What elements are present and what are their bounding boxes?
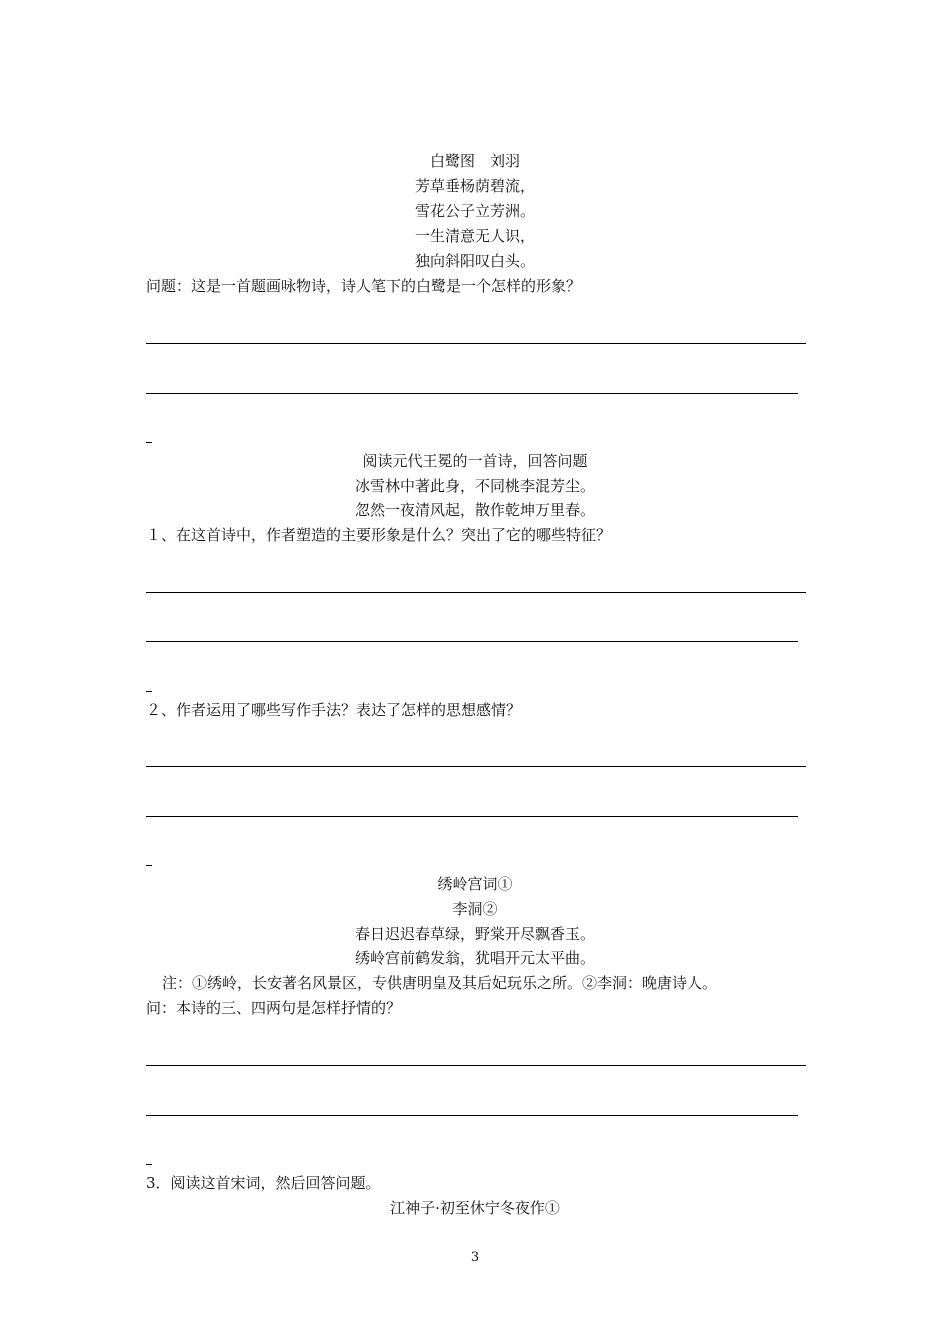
section3-instruction: 3．阅读这首宋词，然后回答问题。: [146, 1174, 381, 1192]
answer-line: [146, 816, 798, 817]
section3-poem-title: 江神子·初至休宁冬夜作①: [390, 1199, 560, 1217]
poem2-line-1: 冰雪林中著此身，不同桃李混芳尘。: [354, 477, 595, 495]
answer-line: [146, 393, 798, 394]
answer-line: [146, 343, 806, 344]
answer-line-end: [146, 691, 152, 692]
poem3-line-1: 春日迟迟春草绿，野棠开尽飘香玉。: [354, 925, 595, 943]
poem2-line-2: 忽然一夜清风起，散作乾坤万里春。: [354, 501, 595, 519]
poem1-line-4: 独向斜阳叹白头。: [414, 252, 535, 270]
poem3-line-2: 绣岭宫前鹤发翁，犹唱开元太平曲。: [354, 949, 595, 967]
poem2-intro: 阅读元代王冕的一首诗，回答问题: [362, 452, 588, 470]
poem2-question-2: ２、作者运用了哪些写作手法？表达了怎样的思想感情？: [146, 701, 522, 719]
poem3-note: 注：①绣岭，长安著名风景区，专供唐明皇及其后妃玩乐之所。②李洞：晚唐诗人。: [162, 974, 718, 992]
poem1-line-3: 一生清意无人识，: [414, 227, 535, 245]
poem3-title: 绣岭宫词①: [437, 875, 513, 893]
poem3-author: 李洞②: [452, 900, 498, 918]
answer-line: [146, 592, 806, 593]
answer-line-end: [146, 1164, 152, 1165]
poem1-title: 白鹭图 刘羽: [429, 152, 520, 170]
answer-line-end: [146, 865, 152, 866]
poem1-question: 问题：这是一首题画咏物诗，诗人笔下的白鹭是一个怎样的形象？: [146, 277, 582, 295]
answer-line: [146, 1115, 798, 1116]
answer-line: [146, 641, 798, 642]
poem2-question-1: １、在这首诗中，作者塑造的主要形象是什么？突出了它的哪些特征？: [146, 526, 612, 544]
answer-line-end: [146, 442, 152, 443]
poem1-line-2: 雪花公子立芳洲。: [414, 202, 535, 220]
answer-line: [146, 1065, 806, 1066]
page-number: 3: [470, 1250, 480, 1265]
poem3-question: 问：本诗的三、四两句是怎样抒情的？: [146, 999, 402, 1017]
poem1-line-1: 芳草垂杨荫碧流，: [414, 177, 535, 195]
answer-line: [146, 766, 806, 767]
